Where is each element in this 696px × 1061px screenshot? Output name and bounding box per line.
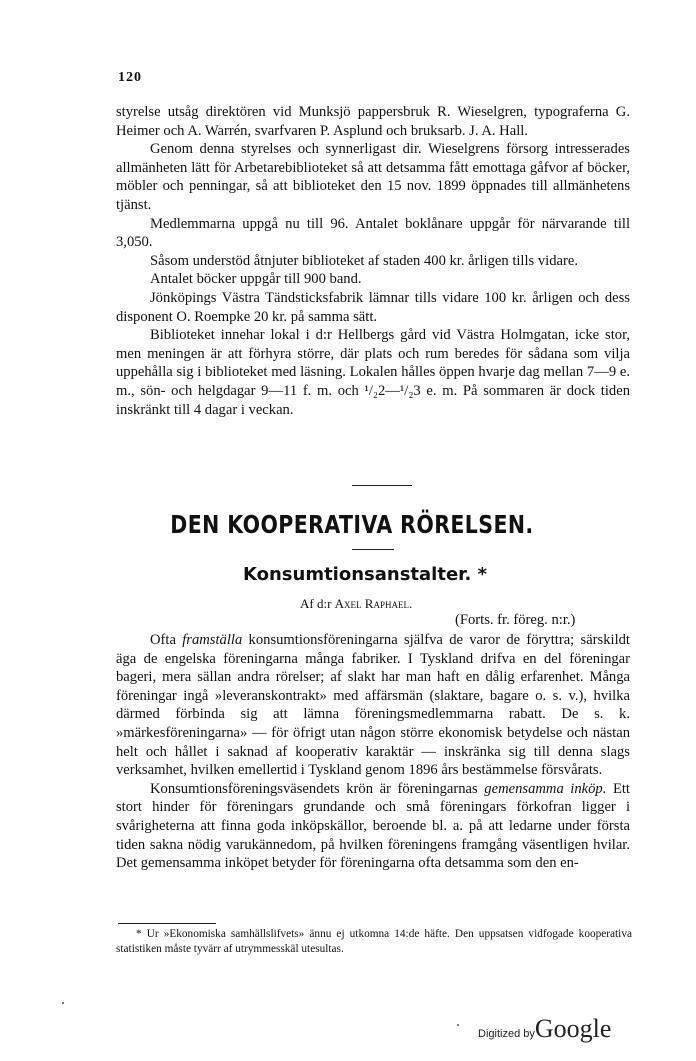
- paragraph: Jönköpings Västra Tändsticksfabrik lämnar tills vidare 100 kr. årligen och dess disponent O. Roempke 20 kr. på samma sätt.: [116, 289, 630, 325]
- watermark-prefix: Digitized by: [478, 1028, 535, 1040]
- digitized-watermark: [478, 1014, 611, 1044]
- article-subheading: Konsumtionsanstalter. *: [242, 564, 487, 585]
- article-heading: DEN KOOPERATIVA RÖRELSEN.: [170, 510, 534, 539]
- footnote: [116, 927, 632, 956]
- author-name: Axel Raphael.: [334, 596, 413, 611]
- paragraph-lead: Ofta: [150, 632, 176, 648]
- emphasis-text: gemensamma inköp.: [484, 780, 607, 797]
- footnote-divider: [118, 923, 216, 924]
- paragraph: Medlemmarna uppgå nu till 96. Antalet boklånare uppgår för närvarande till 3,050.: [116, 215, 630, 251]
- emphasis-text: framställa: [182, 632, 243, 648]
- paragraph: Antalet böcker uppgår till 900 band.: [150, 271, 362, 288]
- paragraph: Genom denna styrelses och synnerligast dir. Wieselgrens försorg intresserades allmänheten lätt för Arbetarebiblioteket så att detsamma fått emottaga gåfvor af böcker, möbler och penningar, så att biblioteket den 15 nov. 1899 öppnades till allmänhetens tjänst.: [116, 141, 630, 213]
- print-speck: [457, 1024, 459, 1026]
- paragraph: [116, 780, 630, 873]
- library-section: [116, 103, 630, 419]
- footnote-text: * Ur »Ekonomiska samhällslifvets» ännu ej utkomna 14:de häfte. Den uppsatsen vidfogade kooperativa statistiken måste tyvärr af utrymmesskäl utesultas.: [116, 928, 632, 955]
- paragraph: Biblioteket innehar lokal i d:r Hellbergs gård vid Västra Holmgatan, icke stor, men meningen är att förhyra större, där plats och rum beredes för sådana som vilja uppehålla sig i biblioteket med läsning. Lokalen hålles öppen hvarje dag mellan 7—9 e. m., sön- och helgdagar 9—11 f. m. och ¹/₂2—¹/₂3 e. m. På sommaren är dock tiden inskränkt till 4 dagar i veckan.: [116, 327, 630, 418]
- author-prefix: Af d:r: [300, 596, 332, 611]
- section-divider: [352, 485, 412, 486]
- continued-note: (Forts. fr. föreg. n:r.): [455, 612, 576, 628]
- paragraph: Såsom understöd åtnjuter biblioteket af staden 400 kr. årligen tills vidare.: [150, 252, 578, 269]
- heading-divider: [352, 549, 394, 550]
- paragraph-lead: Konsumtionsföreningsväsendets krön är föreningarnas: [150, 780, 478, 797]
- article-body: [116, 631, 630, 873]
- paragraph: [116, 631, 630, 780]
- paragraph-text: Ett stort hinder för föreningars grundande och små föreningars förkofran ligger i svårigheterna att finna goda inköpskällor, beroende bl. a. på att ledarne under första tiden sakna nödig varukännedom, på hvilken föreningens framgång väsentligen hvilar. Det gemensamma inköpet betyder för föreningarna ofta detsamma som den en-: [116, 780, 630, 872]
- paragraph-text: konsumtionsföreningarna själfva de varor de föryttra; särskildt äga de engelska föreningarna många fabriker. I Tyskland drifva en del föreningar bageri, mera sällan andra rörelser; af slakt har man haft en dålig erfarenhet. Många föreningar ingå »leveranskontrakt» med affärsmän (slaktare, bagare o. s. v.), hvilka därmed förbinda sig att lämna föreningsmedlemmarna rabatt. De s. k. »märkesföreningarna» — för öfrigt utan någon större ekonomisk betydelse och nästan helt och hållet i saknad af kooperativ karaktär — inskränka sig till denna slags verksamhet, hvilken emellertid i Tyskland genom 1896 års bestämmelse försvårats.: [116, 632, 630, 779]
- author-line: [300, 596, 412, 612]
- google-logo: Google: [534, 1014, 612, 1043]
- page-number: 120: [118, 70, 142, 85]
- paragraph: styrelse utsåg direktören vid Munksjö pappersbruk R. Wieselgren, typograferna G. Heimer och A. Warrén, svarfvaren P. Asplund och bruksarb. J. A. Hall.: [116, 104, 630, 139]
- print-speck: [62, 1002, 64, 1004]
